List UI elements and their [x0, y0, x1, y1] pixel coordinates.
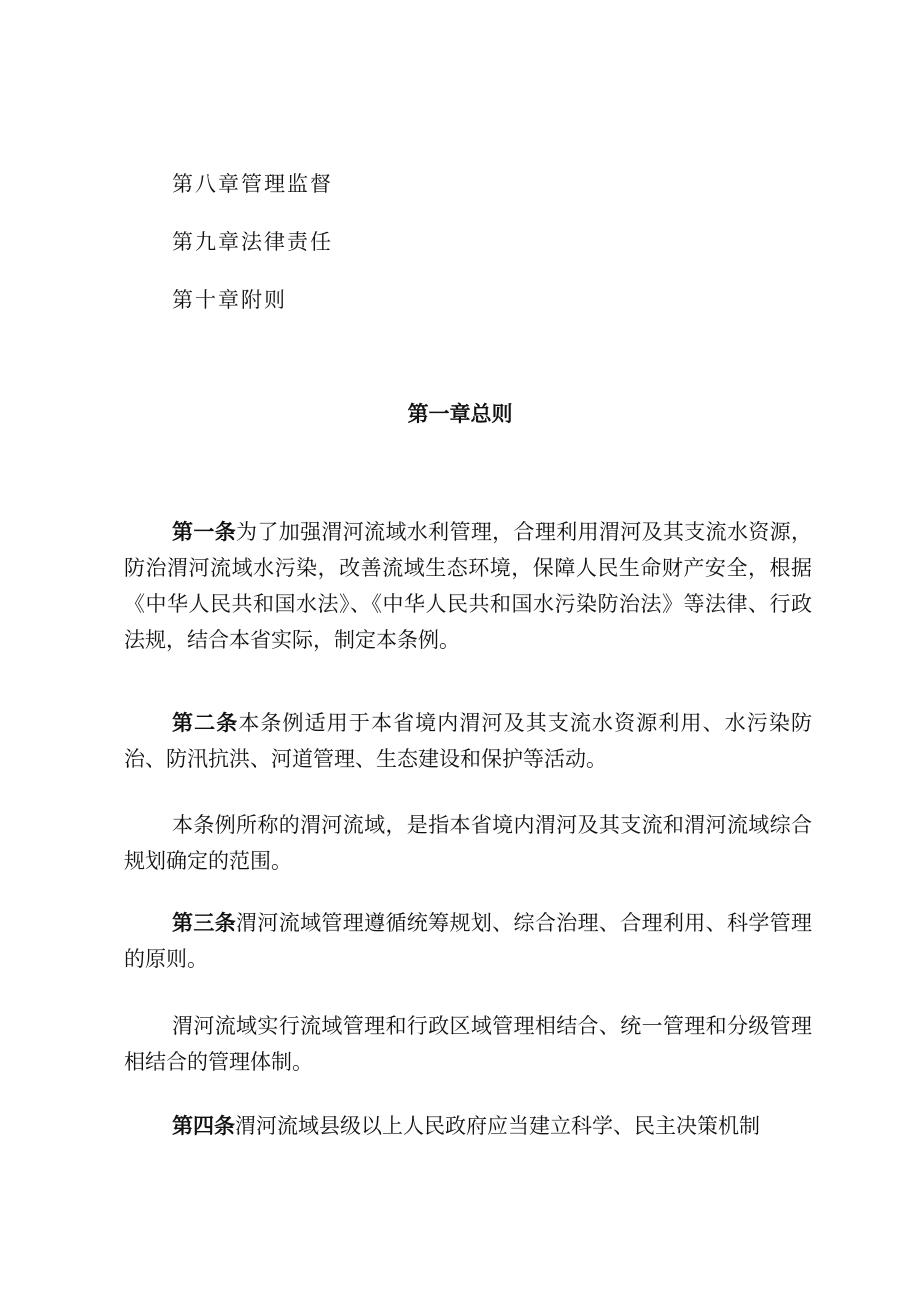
- article-2-paragraph-2: [124, 807, 812, 879]
- article-text: 本条例适用于本省境内渭河及其支流水资源利用、水污染防治、防汛抗洪、河道管理、生态建设和保护等活动。: [124, 711, 813, 771]
- paragraph-text: 渭河流域实行流域管理和行政区域管理相结合、统一管理和分级管理相结合的管理体制。: [124, 1014, 812, 1074]
- article-text: 为了加强渭河流域水利管理，合理利用渭河及其支流水资源，防治渭河流域水污染，改善流域生态环境，保障人民生命财产安全，根据《中华人民共和国水法》、《中华人民共和国水污染防治法》等法律、行政法规，结合本省实际，制定本条例。: [124, 520, 813, 652]
- article-2: [124, 705, 812, 777]
- article-number: 第三条: [172, 911, 237, 935]
- article-text: 渭河流域管理遵循统筹规划、综合治理、合理利用、科学管理的原则。: [124, 911, 813, 971]
- article-number: 第四条: [172, 1114, 235, 1138]
- article-number: 第二条: [172, 711, 239, 735]
- toc-item-chapter-8: 第八章管理监督: [172, 172, 333, 196]
- article-3-paragraph-2: [124, 1008, 812, 1080]
- article-number: 第一条: [172, 520, 237, 544]
- paragraph-text: 本条例所称的渭河流域，是指本省境内渭河及其支流和渭河流域综合规划确定的范围。: [124, 813, 812, 873]
- article-text: 渭河流域县级以上人民政府应当建立科学、民主决策机制: [235, 1114, 760, 1138]
- chapter-title: 第一章总则: [407, 402, 513, 426]
- article-4: [124, 1108, 812, 1144]
- toc-item-chapter-10: 第十章附则: [172, 288, 287, 312]
- toc-item-chapter-9: 第九章法律责任: [172, 230, 333, 254]
- article-1: [124, 514, 812, 658]
- article-3: [124, 905, 812, 977]
